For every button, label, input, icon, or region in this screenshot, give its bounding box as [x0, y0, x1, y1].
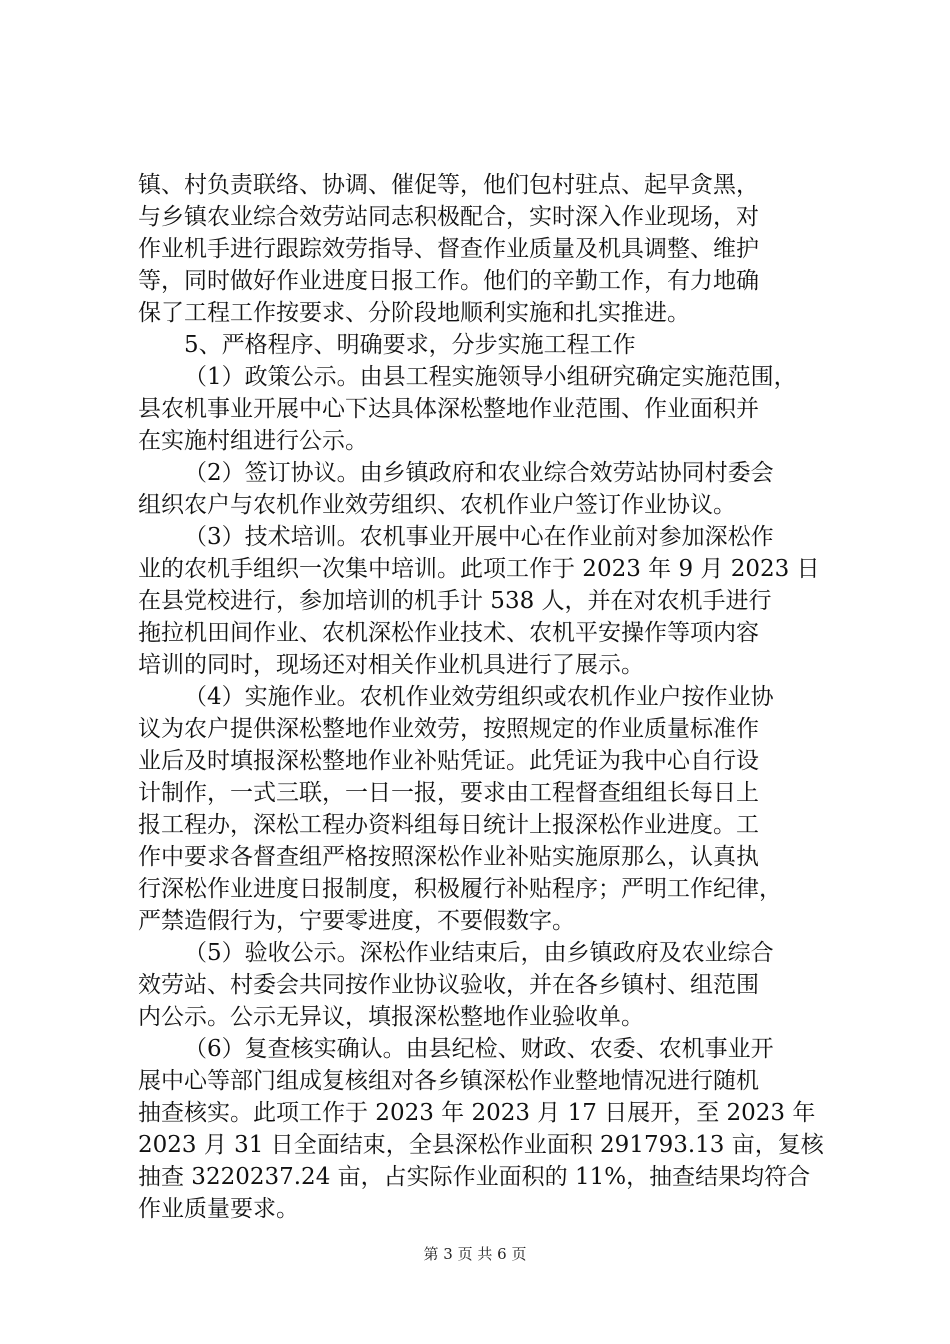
- text-line: （4）实施作业。农机作业效劳组织或农机作业户按作业协: [184, 684, 774, 710]
- text-line: 议为农户提供深松整地作业效劳，按照规定的作业质量标准作: [138, 716, 759, 742]
- text-line: 2023 月 31 日全面结束，全县深松作业面积 291793.13 亩，复核: [138, 1132, 824, 1158]
- page-number: 第 3 页 共 6 页: [423, 1245, 527, 1263]
- text-line: 镇、村负责联络、协调、催促等，他们包村驻点、起早贪黑，: [138, 172, 759, 198]
- text-line: 作中要求各督查组严格按照深松作业补贴实施原那么，认真执: [138, 844, 759, 870]
- text-line: 报工程办，深松工程办资料组每日统计上报深松作业进度。工: [138, 812, 759, 838]
- text-line: 行深松作业进度日报制度，积极履行补贴程序；严明工作纪律，: [138, 876, 782, 902]
- text-line: 组织农户与农机作业效劳组织、农机作业户签订作业协议。: [138, 492, 736, 518]
- text-line: 县农机事业开展中心下达具体深松整地作业范围、作业面积并: [138, 396, 759, 422]
- text-line: （2）签订协议。由乡镇政府和农业综合效劳站协同村委会: [184, 460, 774, 486]
- text-line: 效劳站、村委会共同按作业协议验收，并在各乡镇村、组范围: [138, 972, 759, 998]
- text-line: 业的农机手组织一次集中培训。此项工作于 2023 年 9 月 2023 日: [138, 556, 820, 582]
- text-line: 抽查 3220237.24 亩，占实际作业面积的 11%，抽查结果均符合: [138, 1164, 811, 1190]
- text-line: 业后及时填报深松整地作业补贴凭证。此凭证为我中心自行设: [138, 748, 759, 774]
- text-line: 作业质量要求。: [138, 1196, 299, 1222]
- page-footer: [0, 1244, 950, 1264]
- text-line: 展中心等部门组成复核组对各乡镇深松作业整地情况进行随机: [138, 1068, 759, 1094]
- text-line: 拖拉机田间作业、农机深松作业技术、农机平安操作等项内容: [138, 620, 759, 646]
- text-line: 严禁造假行为，宁要零进度，不要假数字。: [138, 908, 575, 934]
- text-line: 在实施村组进行公示。: [138, 428, 368, 454]
- text-line: （6）复查核实确认。由县纪检、财政、农委、农机事业开: [184, 1036, 774, 1062]
- text-line: 在县党校进行，参加培训的机手计 538 人，并在对农机手进行: [138, 588, 772, 614]
- document-body: [138, 169, 838, 1225]
- text-line: 作业机手进行跟踪效劳指导、督查作业质量及机具调整、维护: [138, 236, 759, 262]
- text-line: （3）技术培训。农机事业开展中心在作业前对参加深松作: [184, 524, 774, 550]
- text-line: 内公示。公示无异议，填报深松整地作业验收单。: [138, 1004, 644, 1030]
- text-line: 保了工程工作按要求、分阶段地顺利实施和扎实推进。: [138, 300, 690, 326]
- text-line: 与乡镇农业综合效劳站同志积极配合，实时深入作业现场，对: [138, 204, 759, 230]
- section-heading: 5、严格程序、明确要求，分步实施工程工作: [184, 332, 636, 358]
- text-line: （5）验收公示。深松作业结束后，由乡镇政府及农业综合: [184, 940, 774, 966]
- text-line: 抽查核实。此项工作于 2023 年 2023 月 17 日展开，至 2023 年: [138, 1100, 816, 1126]
- text-line: 等，同时做好作业进度日报工作。他们的辛勤工作，有力地确: [138, 268, 759, 294]
- text-line: 计制作，一式三联，一日一报，要求由工程督查组组长每日上: [138, 780, 759, 806]
- text-line: （1）政策公示。由县工程实施领导小组研究确定实施范围，: [184, 364, 797, 390]
- text-line: 培训的同时，现场还对相关作业机具进行了展示。: [138, 652, 644, 678]
